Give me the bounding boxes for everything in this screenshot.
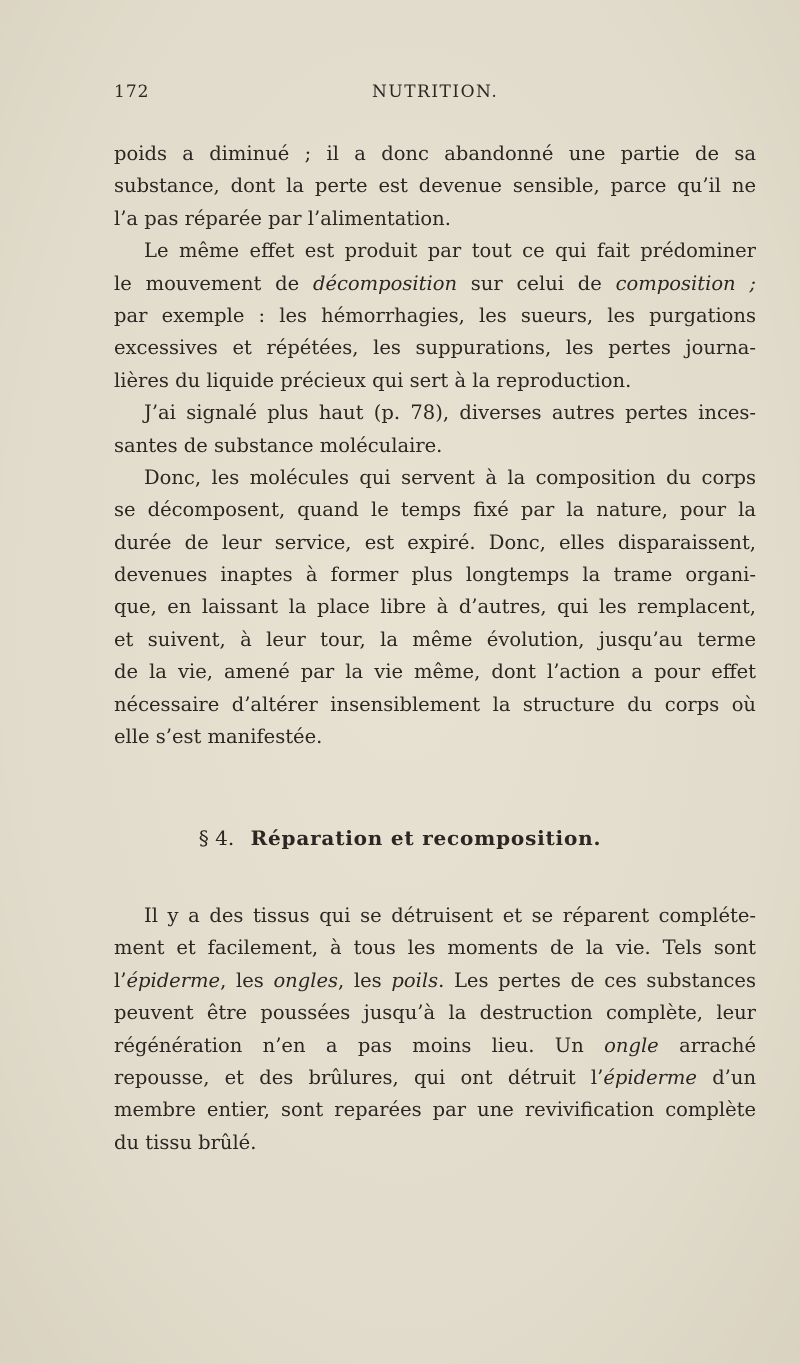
italic-term: composition ; [615,271,756,295]
text-run: sur celui de [457,271,616,295]
text-run: le mouvement de [114,271,313,295]
text-run: , les [338,968,392,992]
italic-term: poils [391,968,439,992]
text-line: que, en laissant la place libre à d’autres, qui les remplacent, [114,595,756,619]
text-line: membre entier, sont reparées par une revivification complète [114,1098,756,1122]
text-line: elle s’est manifestée. [114,725,323,749]
running-title: NUTRITION. [372,82,499,102]
text-line: et suivent, à leur tour, la même évolution, jusqu’au terme [114,627,756,651]
text-line [114,268,756,300]
italic-term: décomposition [312,271,457,295]
text-line: se décomposent, quand le temps fixé par la nature, pour la [114,498,756,522]
text-line: excessives et répétées, les suppurations, les pertes journa- [114,336,756,360]
text-run: l’ [114,968,127,992]
section-heading [0,826,800,850]
page-number: 172 [114,82,150,102]
italic-term: épiderme [126,968,221,992]
text-line: Il y a des tissus qui se détruisent et se réparent compléte- [144,904,756,927]
italic-term: ongle [604,1033,659,1057]
text-line: lières du liquide précieux qui sert à la reproduction. [114,368,632,392]
text-line: nécessaire d’altérer insensiblement la structure du corps où [114,692,756,716]
text-run: , les [220,968,274,992]
text-run: d’un [696,1065,757,1089]
section-body-text [114,900,756,1159]
text-line: Le même effet est produit par tout ce qui fait prédominer [144,239,756,263]
text-run: . Les pertes de ces substances [438,968,756,992]
text-line: durée de leur service, est expiré. Donc, elles disparaissent, [114,530,756,554]
text-run: arraché [658,1033,756,1057]
text-line: poids a diminué ; il a donc abandonné une partie de sa [114,142,756,165]
text-line [114,1062,756,1094]
text-line: l’a pas réparée par l’alimentation. [114,206,451,230]
text-line: devenues inaptes à former plus longtemps la trame organi- [114,563,756,587]
text-line: Donc, les molécules qui servent à la composition du corps [144,465,756,489]
text-line: J’ai signalé plus haut (p. 78), diverses autres pertes inces- [144,401,756,425]
text-line: peuvent être poussées jusqu’à la destruction complète, leur [114,1001,756,1025]
body-text [114,138,756,753]
italic-term: épiderme [603,1065,697,1089]
text-run: régénération n’en a pas moins lieu. Un [114,1033,605,1057]
text-line: santes de substance moléculaire. [114,433,443,457]
text-line: substance, dont la perte est devenue sensible, parce qu’il ne [114,174,756,198]
text-line [114,965,756,997]
text-line [114,1030,756,1062]
text-line: de la vie, amené par la vie même, dont l’action a pour effet [114,660,756,684]
page-header [114,82,754,112]
italic-term: ongles [273,968,339,992]
text-line: du tissu brûlé. [114,1130,257,1154]
text-line: par exemple : les hémorrhagies, les sueurs, les purgations [114,303,756,327]
section-title: Réparation et recomposition. [250,826,602,850]
section-number: § 4. [198,826,235,850]
text-line: ment et facilement, à tous les moments de la vie. Tels sont [114,936,756,960]
text-run: repousse, et des brûlures, qui ont détruit l’ [114,1065,604,1089]
